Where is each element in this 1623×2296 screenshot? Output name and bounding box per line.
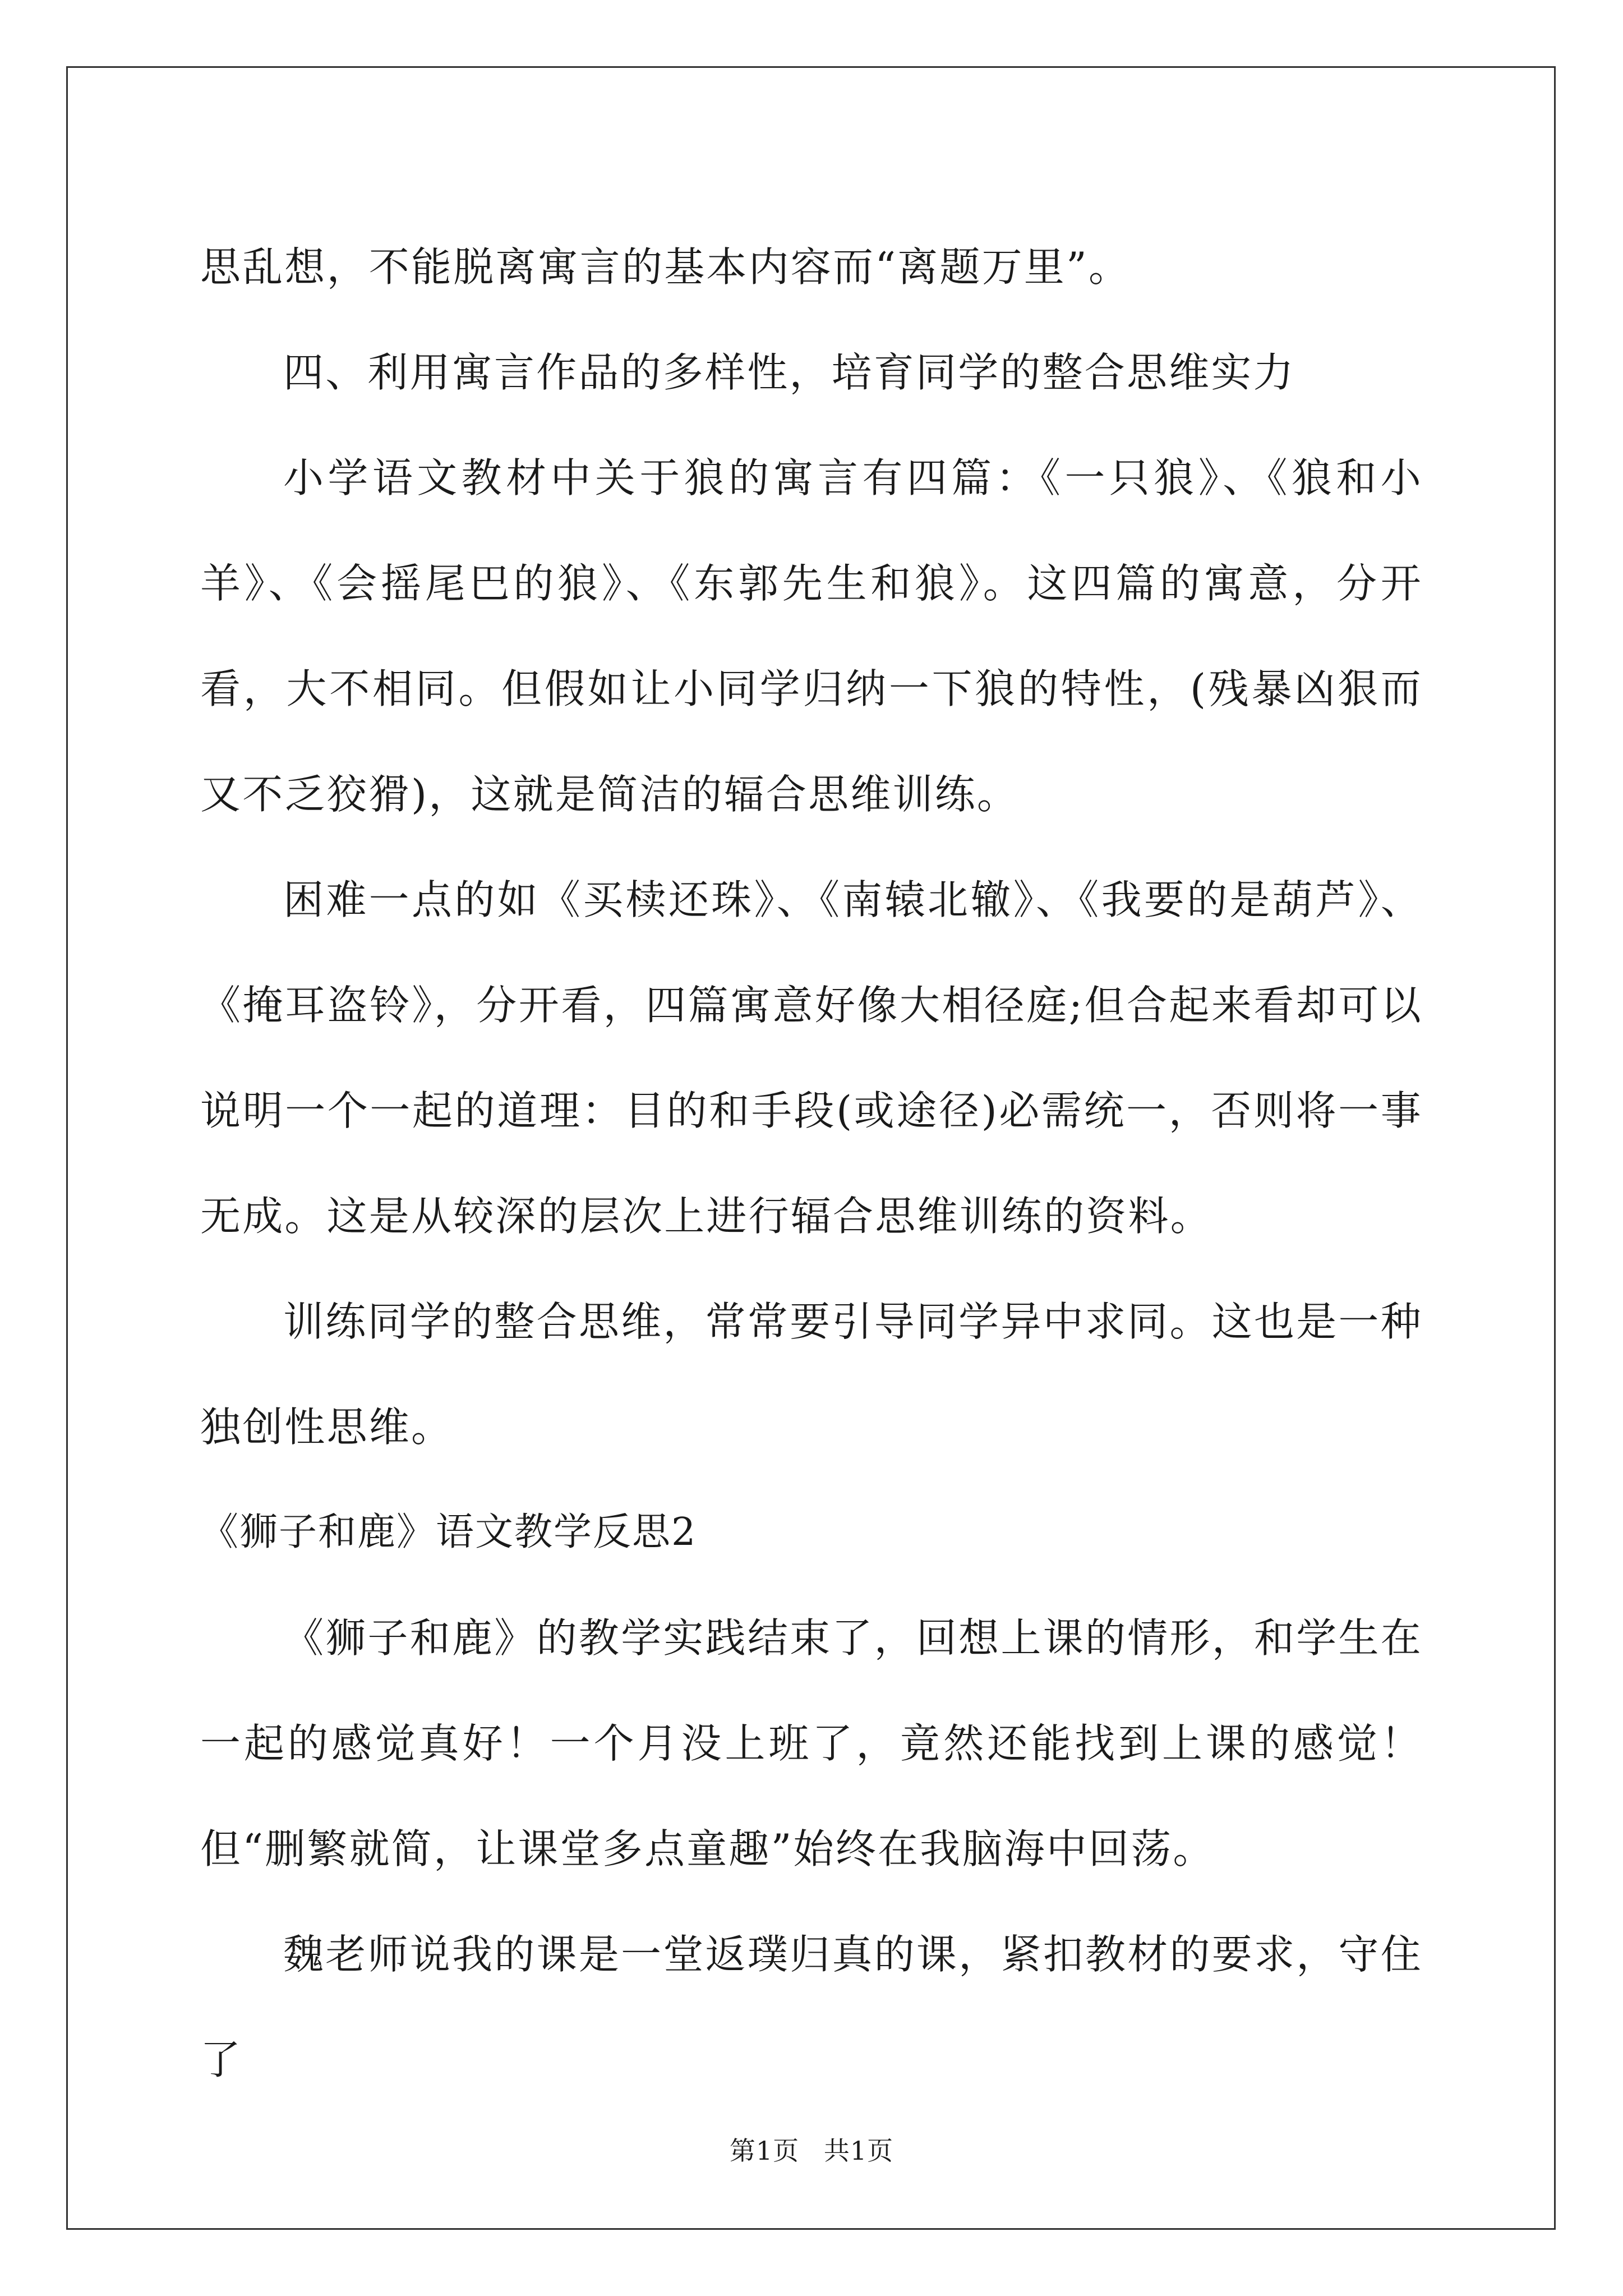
paragraph-harder-examples: 困难一点的如《买椟还珠》、《南辕北辙》、《我要的是葫芦》、《掩耳盗铃》，分开看，四篇寓意好像大相径庭;但合起来看却可以说明一个一起的道理：目的和手段(或途径)必需统一，否则将一事无成。这是从较深的层次上进行辐合思维训练的资料。 [200,876,1423,1240]
paragraph-teacher-comment: 魏老师说我的课是一堂返璞归真的课，紧扣教材的要求，守住了 [200,1931,1423,2083]
page-footer [0,2131,1623,2168]
article-title: 《狮子和鹿》语文教学反思2 [200,1510,697,1554]
page-number: 第1页 [729,2136,800,2166]
paragraph-reflection: 《狮子和鹿》的教学实践结束了，回想上课的情形，和学生在一起的感觉真好！一个月没上班了，竟然还能找到上课的感觉！但“删繁就简，让课堂多点童趣”始终在我脑海中回荡。 [200,1614,1423,1872]
page-total: 共1页 [823,2136,894,2166]
paragraph-1: 思乱想，不能脱离寓言的基本内容而“离题万里”。 [200,243,1131,291]
section-heading-4: 四、利用寓言作品的多样性，培育同学的整合思维实力 [283,349,1295,396]
document-body [200,214,1423,2113]
paragraph-wolf-fables: 小学语文教材中关于狼的寓言有四篇：《一只狼》、《狼和小羊》、《会摇尾巴的狼》、《东郭先生和狼》。这四篇的寓意，分开看，大不相同。但假如让小同学归纳一下狼的特性，(残暴凶狠而又不乏狡猾)，这就是简洁的辐合思维训练。 [200,454,1423,818]
paragraph-training: 训练同学的整合思维，常常要引导同学异中求同。这也是一种独创性思维。 [200,1298,1423,1451]
